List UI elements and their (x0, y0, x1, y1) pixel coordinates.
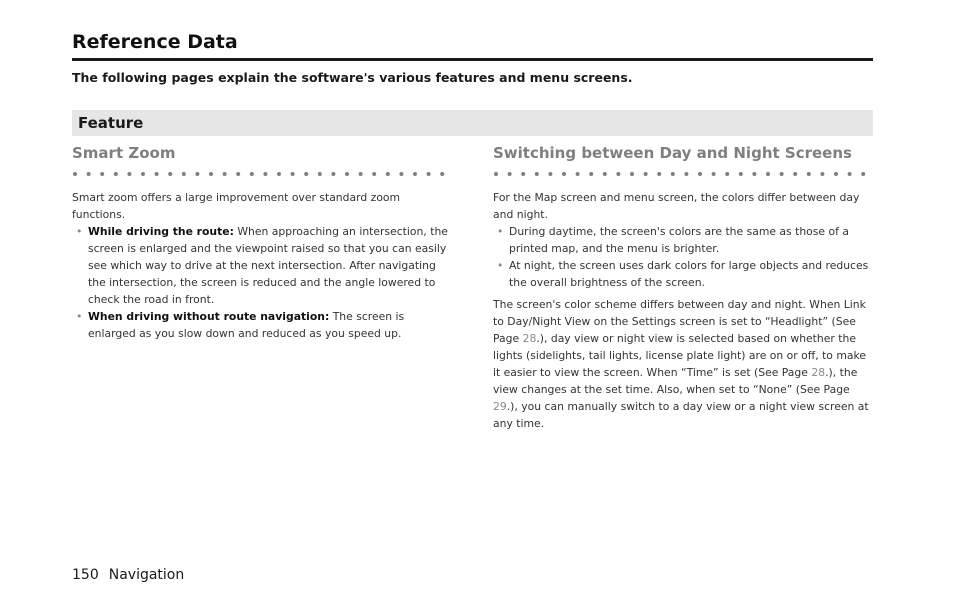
divider-dot (766, 172, 770, 176)
divider-dot (440, 172, 444, 176)
day-night-body: For the Map screen and menu screen, the colors differ between day and night. (493, 191, 860, 221)
divider-dot (793, 172, 797, 176)
page-reference-link[interactable]: 29 (493, 400, 507, 413)
day-night-column (493, 143, 873, 432)
detail-text: .), the view changes at the set time. Also, when set to “None” (See Page (493, 366, 858, 396)
divider-dot (236, 172, 240, 176)
page-footer (72, 567, 194, 583)
divider-dot (73, 172, 77, 176)
divider-dot (807, 172, 811, 176)
divider-dot (304, 172, 308, 176)
bullet-text: When approaching an intersection, the screen is enlarged and the viewpoint raised so that you can easily see which way to drive at the next intersection. After navigating the intersection, the screen is reduced and the angle lowered to check the road in front. (88, 225, 448, 306)
divider-dot (331, 172, 335, 176)
divider-dot (359, 172, 363, 176)
divider-dot (277, 172, 281, 176)
dotted-divider (493, 170, 873, 178)
dotted-divider-svg (493, 170, 873, 178)
smart-zoom-column (72, 143, 450, 342)
divider-dot (684, 172, 688, 176)
bullet-text: At night, the screen uses dark colors for large objects and reduces the overall brightness of the screen. (509, 259, 869, 289)
divider-dot (114, 172, 118, 176)
divider-dot (168, 172, 172, 176)
bullet-dot-icon: • (76, 225, 83, 238)
divider-dot (223, 172, 227, 176)
feature-section-band: Feature (72, 110, 873, 136)
divider-dot (576, 172, 580, 176)
bullet-text: The screen is enlarged as you slow down and reduced as you speed up. (88, 310, 405, 340)
footer-section-name: Navigation (108, 567, 185, 583)
detail-text: .), you can manually switch to a day view or a night view screen at any time. (493, 400, 869, 430)
divider-dot (209, 172, 213, 176)
divider-dot (848, 172, 852, 176)
divider-dot (182, 172, 186, 176)
divider-dot (141, 172, 145, 176)
divider-dot (263, 172, 267, 176)
intro-text: The following pages explain the software's various features and menu screens. (72, 70, 633, 85)
divider-dot (427, 172, 431, 176)
day-night-heading: Switching between Day and Night Screens (493, 144, 852, 162)
divider-dot (630, 172, 634, 176)
list-item (495, 257, 873, 291)
divider-dot (87, 172, 91, 176)
page-number: 150 (72, 567, 99, 583)
smart-zoom-heading: Smart Zoom (72, 144, 176, 162)
divider-dot (508, 172, 512, 176)
divider-dot (644, 172, 648, 176)
divider-dot (657, 172, 661, 176)
divider-dot (100, 172, 104, 176)
divider-dot (820, 172, 824, 176)
divider-dot (780, 172, 784, 176)
divider-dot (291, 172, 295, 176)
divider-dot (195, 172, 199, 176)
divider-dot (386, 172, 390, 176)
divider-dot (535, 172, 539, 176)
detail-text: .), day view or night view is selected based on whether the lights (sidelights, tail lights, license plate light) are on or off, to make it easier to view the screen. When “Time” is set (See Page (493, 332, 866, 379)
divider-dot (318, 172, 322, 176)
bullet-dot-icon: • (497, 225, 504, 238)
list-item (495, 223, 873, 257)
title-rule (72, 58, 873, 61)
divider-dot (616, 172, 620, 176)
divider-dot (698, 172, 702, 176)
bullet-text: During daytime, the screen's colors are the same as those of a printed map, and the menu is brighter. (509, 225, 849, 255)
divider-dot (752, 172, 756, 176)
divider-dot (521, 172, 525, 176)
divider-dot (834, 172, 838, 176)
list-item (74, 223, 450, 308)
divider-dot (603, 172, 607, 176)
bullet-dot-icon: • (497, 259, 504, 272)
page-reference-link[interactable]: 28 (811, 366, 826, 379)
list-item (74, 308, 450, 342)
bullet-dot-icon: • (76, 310, 83, 323)
divider-dot (494, 172, 498, 176)
divider-dot (589, 172, 593, 176)
divider-dot (155, 172, 159, 176)
divider-dot (725, 172, 729, 176)
divider-dot (372, 172, 376, 176)
smart-zoom-bullets (72, 223, 450, 342)
divider-dot (712, 172, 716, 176)
detail-text: The screen's color scheme differs between day and night. When Link to Day/Night View on the Settings screen is set to “Headlight” (See Page (493, 298, 866, 345)
page-title: Reference Data (72, 31, 238, 53)
dotted-divider-svg (72, 170, 450, 178)
page-reference-link[interactable]: 28 (522, 332, 537, 345)
day-night-detail (493, 296, 873, 432)
divider-dot (861, 172, 865, 176)
divider-dot (671, 172, 675, 176)
divider-dot (127, 172, 131, 176)
divider-dot (548, 172, 552, 176)
divider-dot (399, 172, 403, 176)
divider-dot (345, 172, 349, 176)
bullet-lead: When driving without route navigation: (88, 310, 330, 323)
divider-dot (739, 172, 743, 176)
day-night-bullets (493, 223, 873, 291)
divider-dot (413, 172, 417, 176)
smart-zoom-body: Smart zoom offers a large improvement over standard zoom functions. (72, 191, 401, 221)
dotted-divider (72, 170, 450, 178)
divider-dot (250, 172, 254, 176)
bullet-lead: While driving the route: (88, 225, 234, 238)
divider-dot (562, 172, 566, 176)
